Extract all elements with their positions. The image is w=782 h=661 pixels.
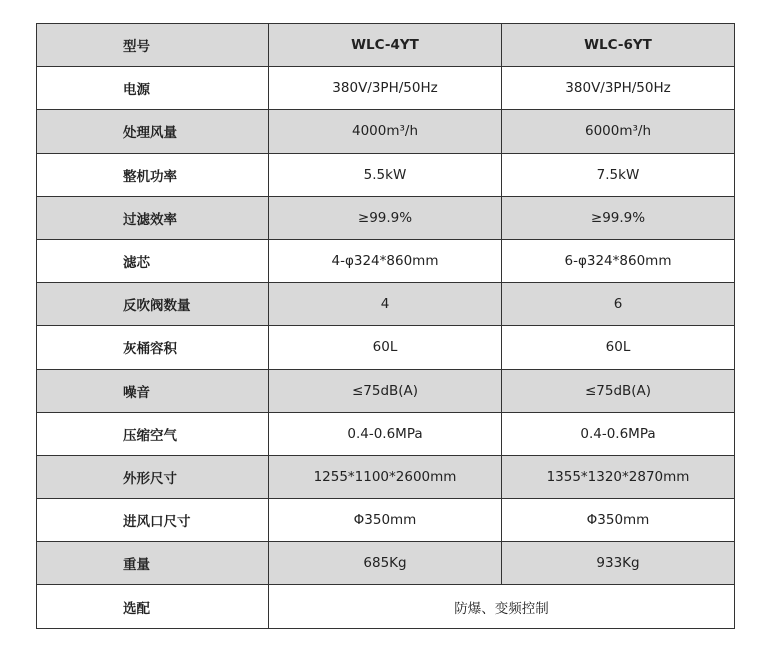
table-row	[37, 412, 735, 455]
row-label-cell: 压缩空气	[37, 412, 269, 455]
row-label-cell: 过滤效率	[37, 196, 269, 239]
row-label-cell: 整机功率	[37, 153, 269, 196]
table-row	[37, 239, 735, 282]
value-cell: ≤75dB(A)	[502, 369, 735, 412]
table-row	[37, 369, 735, 412]
value-cell: 1355*1320*2870mm	[502, 455, 735, 498]
row-label-cell: 进风口尺寸	[37, 499, 269, 542]
table-footer-row	[37, 585, 735, 628]
table-row	[37, 153, 735, 196]
value-cell: 685Kg	[269, 542, 502, 585]
table-header-row	[37, 24, 735, 67]
value-cell: 933Kg	[502, 542, 735, 585]
table-row	[37, 542, 735, 585]
row-label-cell: 灰桶容积	[37, 326, 269, 369]
value-cell: 380V/3PH/50Hz	[502, 67, 735, 110]
row-label-cell: 噪音	[37, 369, 269, 412]
value-cell: 4	[269, 283, 502, 326]
value-cell: 5.5kW	[269, 153, 502, 196]
model-name-cell: WLC-6YT	[502, 24, 735, 67]
table-row	[37, 283, 735, 326]
value-cell: 4000m³/h	[269, 110, 502, 153]
row-label-cell: 外形尺寸	[37, 455, 269, 498]
table-row	[37, 455, 735, 498]
value-cell: 6000m³/h	[502, 110, 735, 153]
value-cell: 6	[502, 283, 735, 326]
value-cell: ≥99.9%	[502, 196, 735, 239]
row-label-cell: 反吹阀数量	[37, 283, 269, 326]
value-cell: 1255*1100*2600mm	[269, 455, 502, 498]
options-value-cell: 防爆、变频控制	[269, 585, 735, 628]
header-label-cell: 型号	[37, 24, 269, 67]
table-row	[37, 326, 735, 369]
row-label-cell: 电源	[37, 67, 269, 110]
row-label-cell: 重量	[37, 542, 269, 585]
value-cell: 0.4-0.6MPa	[269, 412, 502, 455]
row-label-cell: 滤芯	[37, 239, 269, 282]
value-cell: ≥99.9%	[269, 196, 502, 239]
row-label-cell: 选配	[37, 585, 269, 628]
table-row	[37, 499, 735, 542]
value-cell: Φ350mm	[502, 499, 735, 542]
table-row	[37, 196, 735, 239]
value-cell: 60L	[269, 326, 502, 369]
table-row	[37, 67, 735, 110]
value-cell: 380V/3PH/50Hz	[269, 67, 502, 110]
value-cell: 0.4-0.6MPa	[502, 412, 735, 455]
value-cell: 7.5kW	[502, 153, 735, 196]
value-cell: 4-φ324*860mm	[269, 239, 502, 282]
spec-table	[36, 23, 735, 629]
value-cell: Φ350mm	[269, 499, 502, 542]
value-cell: ≤75dB(A)	[269, 369, 502, 412]
value-cell: 60L	[502, 326, 735, 369]
model-name-cell: WLC-4YT	[269, 24, 502, 67]
value-cell: 6-φ324*860mm	[502, 239, 735, 282]
row-label-cell: 处理风量	[37, 110, 269, 153]
table-row	[37, 110, 735, 153]
